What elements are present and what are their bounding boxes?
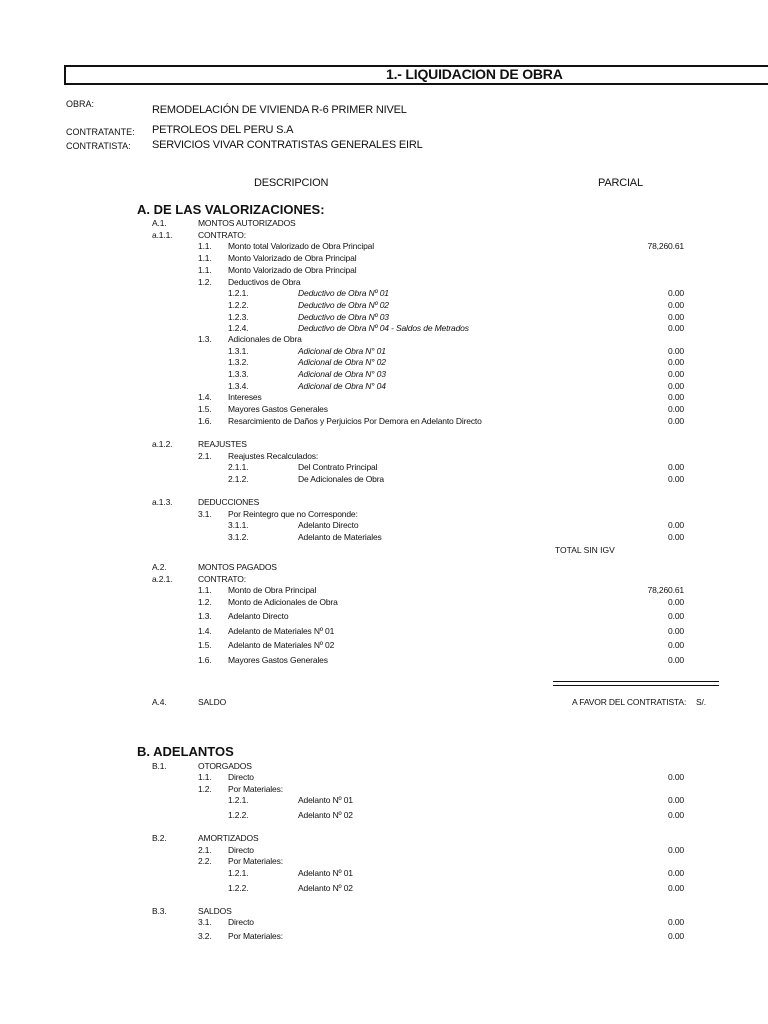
row-item: 1.6. xyxy=(198,416,212,426)
row-description: Adelanto Nº 02 xyxy=(298,883,353,893)
table-row xyxy=(0,784,768,795)
obra-value: REMODELACIÓN DE VIVIENDA R-6 PRIMER NIVEL xyxy=(152,104,407,116)
table-row xyxy=(0,404,768,415)
saldo-rule-top xyxy=(553,681,719,682)
table-row xyxy=(0,520,768,531)
table-row xyxy=(0,497,768,508)
row-item: 3.1. xyxy=(198,917,212,927)
table-row xyxy=(0,218,768,229)
row-item: 3.2. xyxy=(198,931,212,941)
row-amount: 0.00 xyxy=(668,392,684,402)
row-item: 1.3. xyxy=(198,611,212,621)
table-row xyxy=(0,369,768,380)
table-row xyxy=(0,416,768,427)
row-code: a.1.2. xyxy=(152,439,173,449)
row-item: 1.1. xyxy=(198,585,212,595)
row-subitem: Por Materiales: xyxy=(228,931,283,941)
row-subitem: Por Materiales: xyxy=(228,856,283,866)
contratante-value: PETROLEOS DEL PERU S.A xyxy=(152,124,294,136)
row-code: B.1. xyxy=(152,761,167,771)
saldo-rule-bottom xyxy=(553,685,719,686)
table-row xyxy=(0,795,768,806)
row-amount: 0.00 xyxy=(668,868,684,878)
row-item: 1.6. xyxy=(198,655,212,665)
table-row xyxy=(0,597,768,608)
row-amount: 0.00 xyxy=(668,772,684,782)
row-amount: 0.00 xyxy=(668,532,684,542)
row-subitem: 2.1.2. xyxy=(228,474,249,484)
obra-label: OBRA: xyxy=(66,99,95,109)
table-row xyxy=(0,265,768,276)
row-description: Adelanto Nº 01 xyxy=(298,795,353,805)
row-description: Adelanto Nº 01 xyxy=(298,868,353,878)
row-amount: 0.00 xyxy=(668,357,684,367)
row-item: 1.2. xyxy=(198,277,212,287)
table-row xyxy=(0,833,768,844)
row-subitem: 2.1.1. xyxy=(228,462,249,472)
row-subitem: 3.1.2. xyxy=(228,532,249,542)
column-header-parcial: PARCIAL xyxy=(598,177,643,189)
table-row xyxy=(0,562,768,573)
table-row xyxy=(0,323,768,334)
row-amount: 0.00 xyxy=(668,883,684,893)
row-item: 2.1. xyxy=(198,845,212,855)
row-item: 1.1. xyxy=(198,772,212,782)
row-amount: 0.00 xyxy=(668,611,684,621)
table-row xyxy=(0,230,768,241)
table-row xyxy=(0,312,768,323)
row-description: Adelanto Directo xyxy=(298,520,359,530)
table-row xyxy=(0,253,768,264)
row-subitem: 1.2.4. xyxy=(228,323,249,333)
row-subitem: Mayores Gastos Generales xyxy=(228,655,328,665)
row-subitem: 1.3.2. xyxy=(228,357,249,367)
row-subitem: Por Reintegro que no Corresponde: xyxy=(228,509,358,519)
row-subitem: Intereses xyxy=(228,392,262,402)
row-amount: 78,260.61 xyxy=(647,241,684,251)
saldo-row xyxy=(0,697,768,708)
row-amount: 0.00 xyxy=(668,288,684,298)
row-amount: 0.00 xyxy=(668,655,684,665)
table-row xyxy=(0,357,768,368)
table-row xyxy=(0,334,768,345)
table-row xyxy=(0,277,768,288)
table-row xyxy=(0,451,768,462)
section-a-heading: A. DE LAS VALORIZACIONES: xyxy=(137,202,325,217)
row-item: DEDUCCIONES xyxy=(198,497,260,507)
row-description: Adicional de Obra N° 03 xyxy=(298,369,386,379)
row-item: 1.3. xyxy=(198,334,212,344)
row-description: Deductivo de Obra Nº 03 xyxy=(298,312,389,322)
row-description: Adicional de Obra N° 04 xyxy=(298,381,386,391)
row-item: 1.2. xyxy=(198,597,212,607)
row-code: B.3. xyxy=(152,906,167,916)
row-description: De Adicionales de Obra xyxy=(298,474,385,484)
row-item: 1.4. xyxy=(198,392,212,402)
document-title: 1.- LIQUIDACION DE OBRA xyxy=(386,66,563,82)
row-item: 2.1. xyxy=(198,451,212,461)
row-amount: 0.00 xyxy=(668,312,684,322)
row-description: Adelanto Nº 02 xyxy=(298,810,353,820)
saldo-favor-label: A FAVOR DEL CONTRATISTA: xyxy=(572,697,687,707)
row-subitem: 1.2.3. xyxy=(228,312,249,322)
table-row xyxy=(0,574,768,585)
row-amount: 0.00 xyxy=(668,323,684,333)
row-amount: 0.00 xyxy=(668,369,684,379)
row-item: REAJUSTES xyxy=(198,439,247,449)
row-code: A.2. xyxy=(152,562,167,572)
row-amount: 0.00 xyxy=(668,474,684,484)
contratista-value: SERVICIOS VIVAR CONTRATISTAS GENERALES EIRL xyxy=(152,139,423,151)
row-description: Del Contrato Principal xyxy=(298,462,378,472)
saldo-code: A.4. xyxy=(152,697,167,707)
row-description: Adicional de Obra N° 02 xyxy=(298,357,386,367)
table-row xyxy=(0,626,768,637)
row-subitem: Adelanto de Materiales Nº 02 xyxy=(228,640,335,650)
row-subitem: 1.3.1. xyxy=(228,346,249,356)
row-item: MONTOS AUTORIZADOS xyxy=(198,218,296,228)
row-code: B.2. xyxy=(152,833,167,843)
row-subitem: Resarcimiento de Daños y Perjuicios Por Demora en Adelanto Directo xyxy=(228,416,482,426)
contratante-label: CONTRATANTE: xyxy=(66,127,135,137)
row-subitem: Por Materiales: xyxy=(228,784,283,794)
row-item: 1.5. xyxy=(198,404,212,414)
row-item: OTORGADOS xyxy=(198,761,252,771)
row-item: 1.1. xyxy=(198,241,212,251)
row-code: a.1.3. xyxy=(152,497,173,507)
table-row xyxy=(0,931,768,942)
row-item: SALDOS xyxy=(198,906,232,916)
row-item: AMORTIZADOS xyxy=(198,833,259,843)
table-row xyxy=(0,346,768,357)
row-subitem: 1.2.2. xyxy=(228,300,249,310)
row-subitem: 1.3.4. xyxy=(228,381,249,391)
saldo-label: SALDO xyxy=(198,697,227,707)
table-row xyxy=(0,381,768,392)
row-subitem: Monto total Valorizado de Obra Principal xyxy=(228,241,374,251)
row-subitem: Monto de Adicionales de Obra xyxy=(228,597,338,607)
row-item: CONTRATO: xyxy=(198,230,246,240)
table-row xyxy=(0,845,768,856)
row-amount: 0.00 xyxy=(668,810,684,820)
row-code: a.1.1. xyxy=(152,230,173,240)
contratista-label: CONTRATISTA: xyxy=(66,141,131,151)
table-row xyxy=(0,439,768,450)
row-item: 1.2. xyxy=(198,784,212,794)
total-sin-igv-label: TOTAL SIN IGV xyxy=(555,545,615,555)
row-description: Deductivo de Obra Nº 04 - Saldos de Metrados xyxy=(298,323,469,333)
table-row xyxy=(0,772,768,783)
row-code: A.1. xyxy=(152,218,167,228)
table-row xyxy=(0,640,768,651)
row-subitem: 1.2.1. xyxy=(228,868,249,878)
row-description: Deductivo de Obra Nº 01 xyxy=(298,288,389,298)
row-item: 1.1. xyxy=(198,253,212,263)
row-subitem: Monto Valorizado de Obra Principal xyxy=(228,265,357,275)
row-subitem: Adelanto de Materiales Nº 01 xyxy=(228,626,335,636)
row-amount: 0.00 xyxy=(668,626,684,636)
row-item: 1.1. xyxy=(198,265,212,275)
table-row xyxy=(0,585,768,596)
row-item: MONTOS PAGADOS xyxy=(198,562,277,572)
row-subitem: Monto Valorizado de Obra Principal xyxy=(228,253,357,263)
table-row xyxy=(0,883,768,894)
row-item: 3.1. xyxy=(198,509,212,519)
table-row xyxy=(0,655,768,666)
table-row xyxy=(0,462,768,473)
table-row xyxy=(0,810,768,821)
row-amount: 0.00 xyxy=(668,346,684,356)
row-amount: 0.00 xyxy=(668,520,684,530)
row-amount: 78,260.61 xyxy=(647,585,684,595)
row-amount: 0.00 xyxy=(668,404,684,414)
row-item: 1.4. xyxy=(198,626,212,636)
row-subitem: Directo xyxy=(228,917,254,927)
table-row xyxy=(0,474,768,485)
row-subitem: 1.2.1. xyxy=(228,795,249,805)
table-row xyxy=(0,532,768,543)
row-item: 1.5. xyxy=(198,640,212,650)
row-amount: 0.00 xyxy=(668,416,684,426)
table-row xyxy=(0,906,768,917)
row-amount: 0.00 xyxy=(668,597,684,607)
table-row xyxy=(0,917,768,928)
table-row xyxy=(0,241,768,252)
row-amount: 0.00 xyxy=(668,795,684,805)
row-subitem: Directo xyxy=(228,845,254,855)
row-subitem: Deductivos de Obra xyxy=(228,277,301,287)
row-description: Adicional de Obra N° 01 xyxy=(298,346,386,356)
row-amount: 0.00 xyxy=(668,845,684,855)
row-subitem: 1.2.2. xyxy=(228,810,249,820)
row-amount: 0.00 xyxy=(668,917,684,927)
row-subitem: Adicionales de Obra xyxy=(228,334,302,344)
row-subitem: Monto de Obra Principal xyxy=(228,585,317,595)
row-description: Deductivo de Obra Nº 02 xyxy=(298,300,389,310)
table-row xyxy=(0,761,768,772)
table-row xyxy=(0,392,768,403)
row-amount: 0.00 xyxy=(668,931,684,941)
row-amount: 0.00 xyxy=(668,640,684,650)
row-subitem: Reajustes Recalculados: xyxy=(228,451,319,461)
saldo-currency: S/. xyxy=(696,697,706,707)
column-header-descripcion: DESCRIPCION xyxy=(254,177,329,189)
row-subitem: Mayores Gastos Generales xyxy=(228,404,328,414)
table-row xyxy=(0,288,768,299)
row-subitem: 3.1.1. xyxy=(228,520,249,530)
row-code: a.2.1. xyxy=(152,574,173,584)
table-row xyxy=(0,868,768,879)
table-row xyxy=(0,856,768,867)
row-item: 2.2. xyxy=(198,856,212,866)
row-subitem: Directo xyxy=(228,772,254,782)
row-subitem: Adelanto Directo xyxy=(228,611,289,621)
row-amount: 0.00 xyxy=(668,462,684,472)
table-row xyxy=(0,300,768,311)
table-row xyxy=(0,611,768,622)
row-subitem: 1.2.2. xyxy=(228,883,249,893)
row-amount: 0.00 xyxy=(668,381,684,391)
section-b-heading: B. ADELANTOS xyxy=(137,744,234,759)
row-subitem: 1.3.3. xyxy=(228,369,249,379)
row-description: Adelanto de Materiales xyxy=(298,532,382,542)
row-subitem: 1.2.1. xyxy=(228,288,249,298)
table-row xyxy=(0,509,768,520)
row-amount: 0.00 xyxy=(668,300,684,310)
row-item: CONTRATO: xyxy=(198,574,246,584)
